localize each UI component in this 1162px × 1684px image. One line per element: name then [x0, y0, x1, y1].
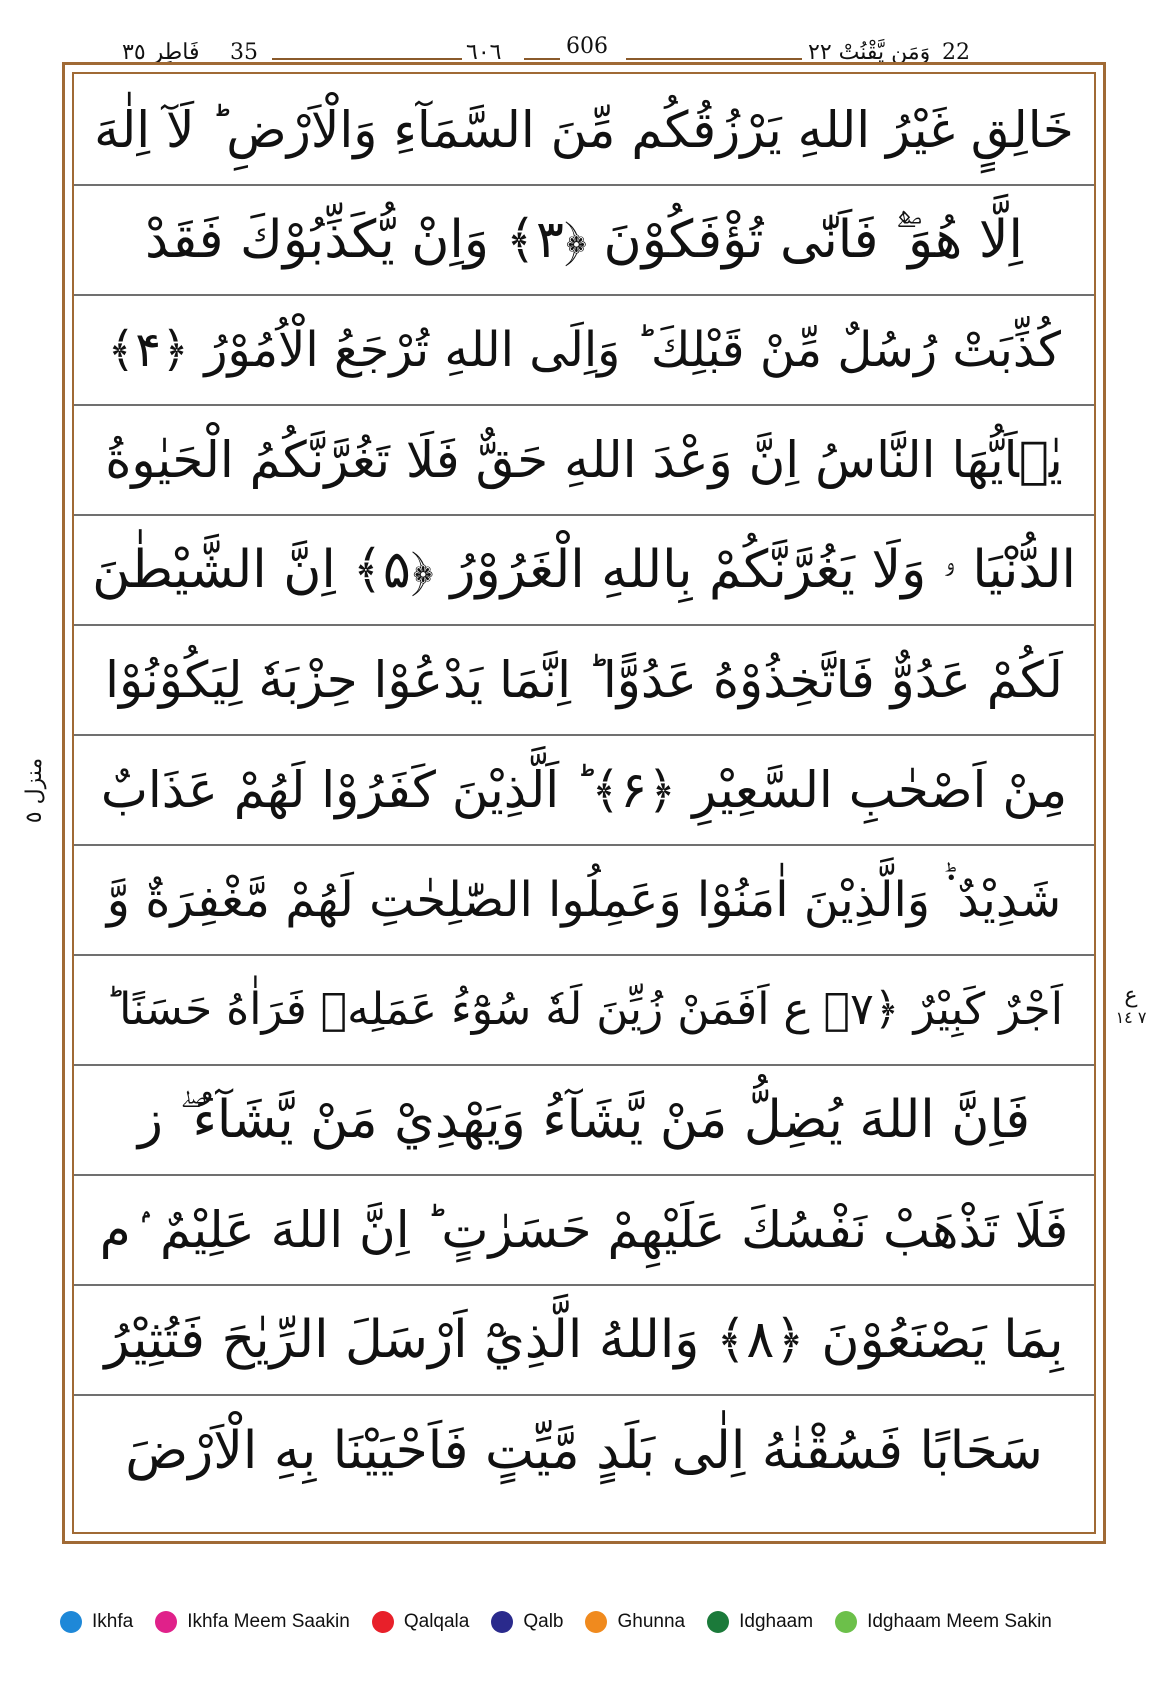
legend-label: Idghaam Meem Sakin: [867, 1611, 1052, 1632]
juz-name-arabic: وَمَن يَّقْنُتْ ٢٢: [808, 40, 931, 65]
verse-line-5: [74, 516, 1094, 626]
legend-label: Ikhfa Meem Saakin: [187, 1611, 350, 1632]
legend-dot-icon: [155, 1611, 177, 1633]
line-text: فَاِنَّ اللهَ يُضِلُّ مَنْ يَّشَآءُ وَيَهْدِيْ مَنْ يَّشَآءُ ۖ ز: [137, 1090, 1031, 1150]
legend-item-qalqala: [372, 1611, 470, 1633]
line-text: يٰۤاَيُّهَا النَّاسُ اِنَّ وَعْدَ اللهِ حَقٌّ فَلَا تَغُرَّنَّكُمُ الْحَيٰوةُ: [105, 431, 1063, 489]
legend-dot-icon: [491, 1611, 513, 1633]
line-text: شَدِيْدٌ ۬ؕ وَالَّذِيْنَ اٰمَنُوْا وَعَمِلُوا الصّٰلِحٰتِ لَهُمْ مَّغْفِرَةٌ وَّ: [106, 872, 1062, 928]
legend-label: Ghunna: [617, 1611, 686, 1632]
legend-label: Idghaam: [739, 1611, 814, 1632]
line-text: بِمَا يَصْنَعُوْنَ ﴿۸﴾ وَاللهُ الَّذِيْٓ اَرْسَلَ الرِّيٰحَ فَتُثِيْرُ: [104, 1310, 1064, 1370]
surah-name-arabic: فَاطِر ٣٥: [122, 40, 200, 65]
ruku-marker: [1108, 950, 1154, 1060]
line-text: خَالِقٍ غَيْرُ اللهِ يَرْزُقُكُم مِّنَ السَّمَآءِ وَالْاَرْضِ ؕ لَآ اِلٰهَ: [94, 101, 1074, 159]
legend-item-ikhfa-meem-saakin: [155, 1611, 350, 1633]
ruku-numbers: ٧ ١٤: [1115, 1008, 1147, 1027]
line-text: اَجْرٌ كَبِيْرٌ ﴿۷﴾ ع اَفَمَنْ زُيِّنَ لَهٗ سُوْٓءُ عَمَلِهٖ فَرَاٰهُ حَسَنًا ؕ: [105, 984, 1063, 1035]
legend-item-ikhfa: [60, 1611, 133, 1633]
verse-line-9: [74, 956, 1094, 1066]
verse-line-10: [74, 1066, 1094, 1176]
verse-line-2: [74, 186, 1094, 296]
verse-line-3: [74, 296, 1094, 406]
verse-line-6: [74, 626, 1094, 736]
legend-item-ghunna: [585, 1611, 685, 1633]
line-text: اِلَّا هُوَ ۫ۖ فَاَنّٰى تُؤْفَكُوْنَ ﴿۳﴾ وَاِنْ يُّكَذِّبُوْكَ فَقَدْ: [145, 210, 1023, 270]
manzil-label: منزل ٥: [22, 757, 48, 823]
manzil-marker: [10, 720, 60, 860]
legend-label: Qalb: [523, 1611, 564, 1632]
tajweed-legend: [60, 1600, 1120, 1644]
line-text: فَلَا تَذْهَبْ نَفْسُكَ عَلَيْهِمْ حَسَرٰتٍ ؕ اِنَّ اللهَ عَلِيْمٌ ۢم: [99, 1201, 1069, 1259]
verse-line-4: [74, 406, 1094, 516]
header-rule-right: [626, 58, 802, 60]
legend-item-idghaam-meem-sakin: [835, 1611, 1052, 1633]
surah-number: 35: [230, 40, 258, 65]
header-rule-left: [272, 58, 462, 60]
legend-label: Ikhfa: [92, 1611, 134, 1632]
verse-line-8: [74, 846, 1094, 956]
legend-item-idghaam: [707, 1611, 813, 1633]
verse-line-11: [74, 1176, 1094, 1286]
ruku-symbol: ع: [1124, 983, 1138, 1008]
legend-dot-icon: [707, 1611, 729, 1633]
verse-line-1: [74, 76, 1094, 186]
line-text: سَحَابًا فَسُقْنٰهُ اِلٰى بَلَدٍ مَّيِّتٍ فَاَحْيَيْنَا بِهِ الْاَرْضَ: [125, 1421, 1043, 1481]
legend-label: Qalqala: [403, 1611, 470, 1632]
line-text: لَكُمْ عَدُوٌّ فَاتَّخِذُوْهُ عَدُوًّا ؕ اِنَّمَا يَدْعُوْا حِزْبَهٗ لِيَكُوْنُوْا: [105, 651, 1063, 709]
verse-line-7: [74, 736, 1094, 846]
line-text: الدُّنْيَا ۥ وَلَا يَغُرَّنَّكُمْ بِاللهِ الْغَرُوْرُ ﴿۵﴾ اِنَّ الشَّيْطٰنَ: [92, 540, 1076, 600]
legend-dot-icon: [585, 1611, 607, 1633]
juz-number: 22: [942, 40, 970, 65]
legend-dot-icon: [60, 1611, 82, 1633]
verse-line-12: [74, 1286, 1094, 1396]
line-text: مِنْ اَصْحٰبِ السَّعِيْرِ ﴿۶﴾ ؕ اَلَّذِيْنَ كَفَرُوْا لَهُمْ عَذَابٌ: [100, 761, 1068, 819]
verse-line-13: [74, 1396, 1094, 1506]
quran-text: [74, 76, 1094, 1506]
legend-item-qalb: [491, 1611, 563, 1633]
page-number-arabic: ٦٠٦: [466, 40, 502, 65]
line-text: كُذِّبَتْ رُسُلٌ مِّنْ قَبْلِكَ ؕ وَاِلَى اللهِ تُرْجَعُ الْاُمُوْرُ ﴿۴﴾: [107, 322, 1061, 378]
page-number: 606: [566, 34, 608, 59]
legend-dot-icon: [372, 1611, 394, 1633]
legend-dot-icon: [835, 1611, 857, 1633]
header-rule-mid: [524, 58, 560, 60]
